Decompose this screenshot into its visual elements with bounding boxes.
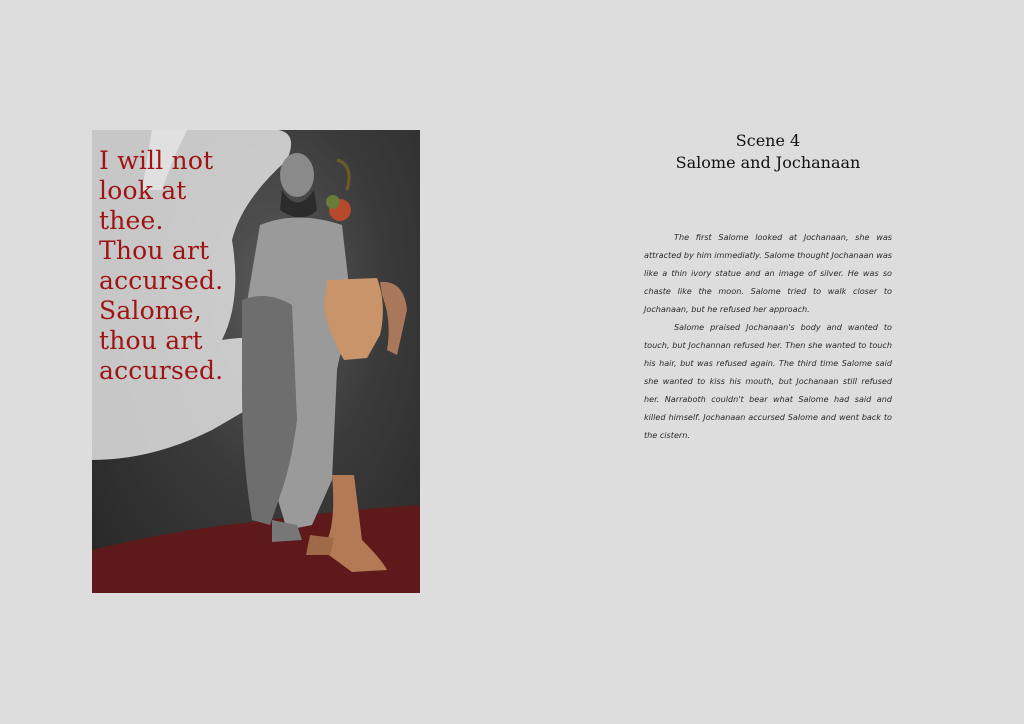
story-paragraph: The first Salome looked at Jochanaan, she was attracted by him immediatly. Salome thought Jochanaan was like a thin ivory statue and an image of silver. He was so chaste like the moon. Salome tried to walk closer to Jochanaan, but he refused her approach. bbox=[644, 232, 892, 314]
poster-artwork bbox=[92, 130, 420, 593]
quote-line: I will not bbox=[99, 146, 214, 175]
quote-line: accursed. bbox=[99, 356, 224, 385]
quote-line: thee. bbox=[99, 206, 164, 235]
scene-subtitle: Salome and Jochanaan bbox=[675, 153, 861, 172]
poster-quote bbox=[99, 146, 279, 386]
quote-line: thou art bbox=[99, 326, 203, 355]
story-text bbox=[644, 228, 892, 444]
story-paragraph: Salome praised Jochanaan's body and wanted to touch, but Jochannan refused her. Then she wanted to touch his hair, but was refused again. The third time Salome said she wanted to kiss his mouth, but Jochanaan still refused her. Narraboth couldn't bear what Salome had said and killed himself. Jochanaan accursed Salome and went back to the cistern. bbox=[644, 322, 892, 440]
scene-heading bbox=[644, 130, 892, 174]
scene-title: Scene 4 bbox=[735, 131, 801, 150]
quote-line: accursed. bbox=[99, 266, 224, 295]
quote-line: look at bbox=[99, 176, 187, 205]
quote-line: Salome, bbox=[99, 296, 202, 325]
quote-line: Thou art bbox=[99, 236, 210, 265]
